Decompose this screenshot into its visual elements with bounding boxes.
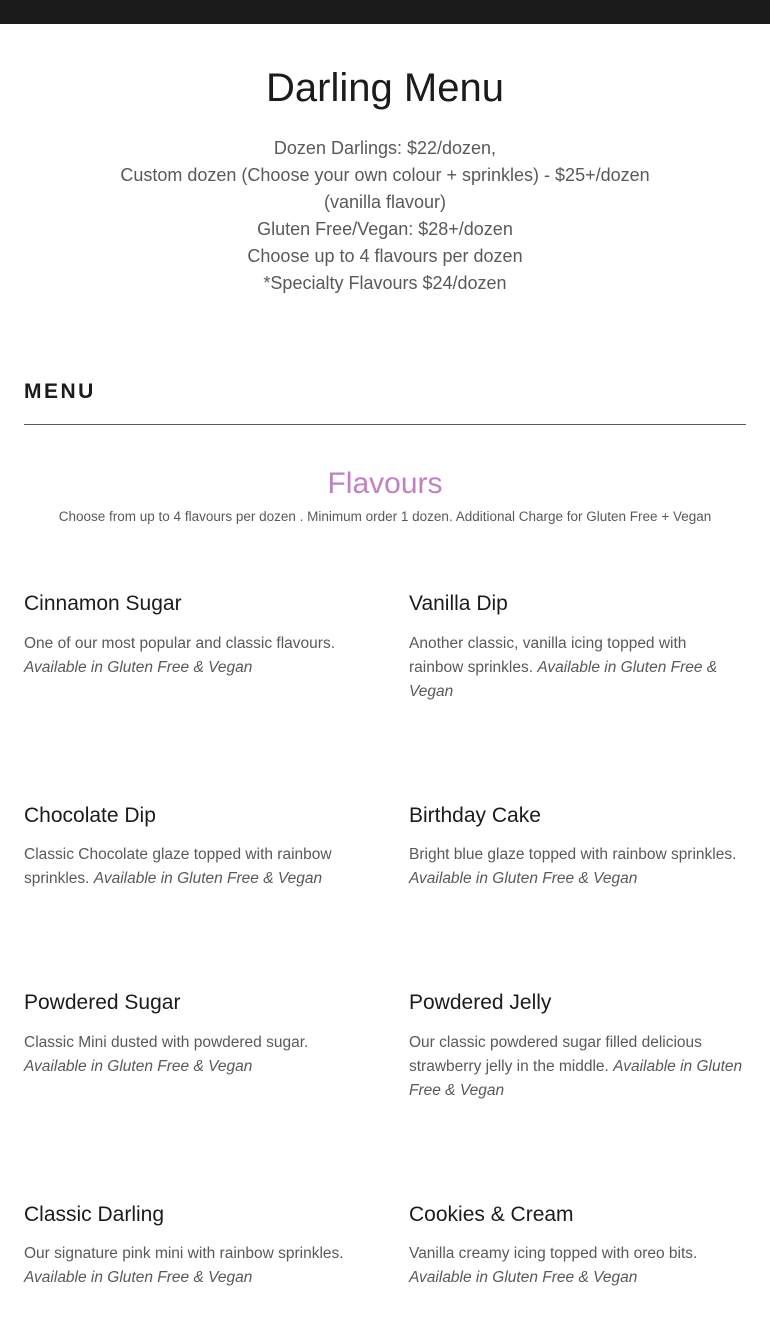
- menu-item: [409, 590, 744, 704]
- item-name: Powdered Sugar: [24, 991, 181, 1014]
- item-availability: Available in Gluten Free & Vegan: [409, 659, 718, 700]
- item-desc-text: Classic Chocolate glaze topped with rainbow sprinkles.: [24, 846, 332, 887]
- pricing-intro: [95, 135, 675, 297]
- item-description: [409, 632, 744, 704]
- item-availability: Available in Gluten Free & Vegan: [24, 1058, 253, 1075]
- item-desc-text: One of our most popular and classic flavours.: [24, 635, 336, 652]
- page-title: Darling Menu: [266, 66, 504, 110]
- intro-line: Choose up to 4 flavours per dozen: [247, 246, 523, 266]
- item-desc-text: Another classic, vanilla icing topped with rainbow sprinkles.: [409, 635, 687, 676]
- item-desc-text: Our classic powdered sugar filled delicious strawberry jelly in the middle.: [409, 1034, 702, 1075]
- item-name: Classic Darling: [24, 1203, 165, 1226]
- intro-line: Gluten Free/Vegan: $28+/dozen: [257, 219, 513, 239]
- section-divider: [24, 424, 746, 425]
- item-name: Cookies & Cream: [409, 1203, 574, 1226]
- item-availability: Available in Gluten Free & Vegan: [93, 870, 323, 887]
- item-description: [24, 1031, 364, 1079]
- item-description: [24, 632, 364, 680]
- item-description: [409, 1242, 744, 1290]
- intro-line: Dozen Darlings: $22/dozen,: [273, 138, 497, 158]
- item-desc-text: Classic Mini dusted with powdered sugar.: [24, 1034, 309, 1051]
- menu-item: [24, 989, 364, 1079]
- top-bar: [0, 0, 770, 24]
- item-name: Vanilla Dip: [409, 592, 508, 615]
- item-name: Cinnamon Sugar: [24, 592, 182, 615]
- menu-item: [24, 1201, 364, 1290]
- menu-item: [24, 802, 364, 891]
- item-desc-text: Our signature pink mini with rainbow sprinkles.: [24, 1245, 344, 1262]
- item-availability: Available in Gluten Free & Vegan: [409, 1269, 638, 1286]
- menu-item: [409, 1201, 744, 1290]
- item-name: Chocolate Dip: [24, 804, 156, 827]
- menu-item: [409, 989, 744, 1103]
- item-description: [409, 843, 744, 891]
- item-name: Powdered Jelly: [409, 991, 552, 1014]
- item-availability: Available in Gluten Free & Vegan: [409, 1058, 743, 1099]
- menu-item: [409, 802, 744, 891]
- item-availability: Available in Gluten Free & Vegan: [409, 870, 638, 887]
- item-description: [409, 1031, 744, 1103]
- item-availability: Available in Gluten Free & Vegan: [24, 659, 253, 676]
- item-desc-text: Vanilla creamy icing topped with oreo bits.: [409, 1245, 698, 1262]
- section-heading: MENU: [24, 380, 96, 403]
- flavours-description: Choose from up to 4 flavours per dozen . Minimum order 1 dozen. Additional Charge for Gluten Free + Vegan: [58, 509, 712, 524]
- item-name: Birthday Cake: [409, 804, 541, 827]
- item-availability: Available in Gluten Free & Vegan: [24, 1269, 253, 1286]
- intro-line: *Specialty Flavours $24/dozen: [263, 273, 507, 293]
- menu-item: [24, 590, 364, 680]
- item-desc-text: Bright blue glaze topped with rainbow sprinkles.: [409, 846, 737, 863]
- flavours-title: Flavours: [327, 467, 443, 500]
- intro-line: Custom dozen (Choose your own colour + sprinkles) - $25+/dozen (vanilla flavour): [120, 165, 650, 212]
- item-description: [24, 1242, 364, 1290]
- item-description: [24, 843, 364, 891]
